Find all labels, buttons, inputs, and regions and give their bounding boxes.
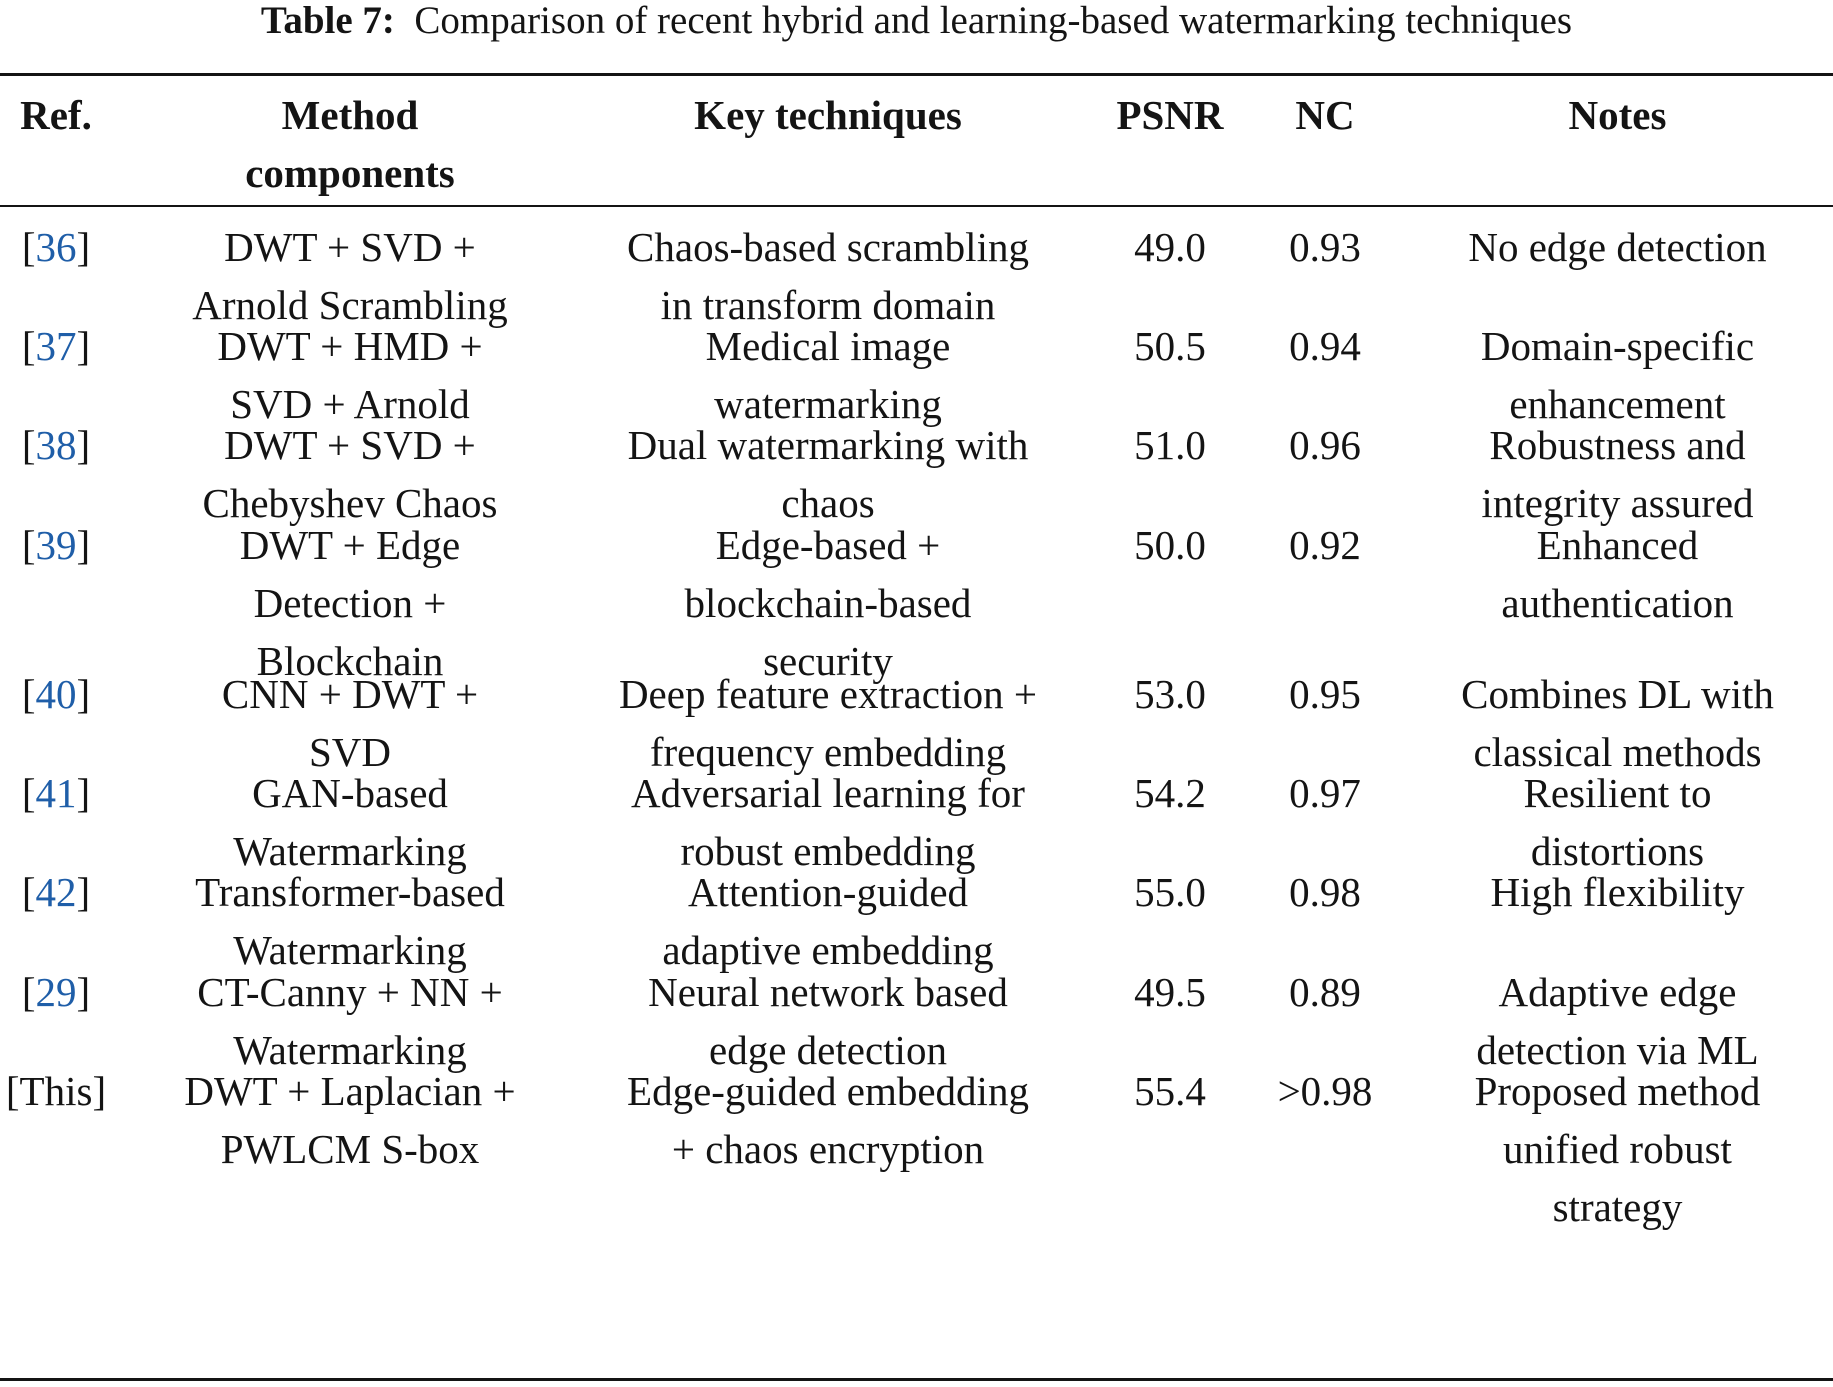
cell-line: Proposed method	[1474, 1068, 1761, 1114]
cell-ref	[0, 665, 112, 723]
cell-value: 0.95	[1289, 671, 1361, 717]
header-key	[578, 86, 1078, 144]
cell-line: Blockchain	[256, 638, 444, 684]
header-method	[150, 86, 550, 202]
cell-line: in transform domain	[660, 282, 996, 328]
cell-ref	[0, 317, 112, 375]
cell-nc	[1255, 218, 1395, 276]
ref-citation[interactable]: [39]	[21, 522, 91, 568]
ref-number[interactable]: 40	[35, 671, 77, 717]
cell-line: chaos	[781, 480, 875, 526]
cell-value: >0.98	[1277, 1068, 1373, 1114]
ref-citation[interactable]: [36]	[21, 224, 91, 270]
ref-number: This	[19, 1068, 93, 1114]
cell-line: Resilient to	[1523, 770, 1712, 816]
cell-ref	[0, 963, 112, 1021]
cell-nc	[1255, 516, 1395, 574]
cell-line: unified robust	[1503, 1126, 1732, 1172]
cell-line: DWT + SVD +	[224, 422, 476, 468]
ref-citation[interactable]: [37]	[21, 323, 91, 369]
header-psnr	[1100, 86, 1240, 144]
top-rule	[0, 73, 1833, 76]
cell-notes	[1415, 863, 1820, 921]
cell-psnr	[1100, 665, 1240, 723]
caption-label: Table 7:	[260, 0, 395, 42]
cell-line: CNN + DWT +	[221, 671, 479, 717]
cell-value: 0.97	[1289, 770, 1361, 816]
cell-line: DWT + Laplacian +	[184, 1068, 516, 1114]
cell-value: 55.0	[1134, 869, 1206, 915]
cell-line: Transformer-based	[195, 869, 505, 915]
cell-line: adaptive embedding	[662, 927, 994, 973]
cell-ref	[0, 764, 112, 822]
ref-citation[interactable]: [29]	[21, 969, 91, 1015]
cell-value: 51.0	[1134, 422, 1206, 468]
cell-method	[150, 1062, 550, 1178]
ref-citation: [This]	[5, 1068, 107, 1114]
ref-number[interactable]: 36	[35, 224, 77, 270]
cell-line: DWT + SVD +	[224, 224, 476, 270]
cell-method	[150, 863, 550, 979]
cell-line: DWT + HMD +	[217, 323, 483, 369]
header-nc-text: NC	[1295, 92, 1355, 138]
cell-method	[150, 416, 550, 532]
table-caption	[0, 0, 1833, 42]
cell-line: distortions	[1530, 828, 1705, 874]
cell-key	[578, 863, 1078, 979]
caption-text: Comparison of recent hybrid and learning-based watermarking techniques	[414, 0, 1573, 42]
cell-line: watermarking	[714, 381, 942, 427]
header-key-text: Key techniques	[694, 92, 962, 138]
ref-citation[interactable]: [41]	[21, 770, 91, 816]
cell-line: Enhanced	[1536, 522, 1699, 568]
cell-line: classical methods	[1473, 729, 1762, 775]
cell-line: Chaos-based scrambling	[627, 224, 1029, 270]
cell-line: DWT + Edge	[239, 522, 461, 568]
bottom-rule	[0, 1378, 1833, 1381]
cell-psnr	[1100, 516, 1240, 574]
cell-line: Detection +	[253, 580, 447, 626]
cell-value: 0.96	[1289, 422, 1361, 468]
ref-citation[interactable]: [40]	[21, 671, 91, 717]
cell-value: 55.4	[1134, 1068, 1206, 1114]
cell-line: Arnold Scrambling	[192, 282, 508, 328]
cell-line: enhancement	[1509, 381, 1726, 427]
cell-line: frequency embedding	[649, 729, 1007, 775]
cell-psnr	[1100, 764, 1240, 822]
cell-line: Adversarial learning for	[631, 770, 1025, 816]
cell-key	[578, 416, 1078, 532]
cell-psnr	[1100, 218, 1240, 276]
cell-value: 50.0	[1134, 522, 1206, 568]
cell-line: Watermarking	[233, 828, 467, 874]
cell-line: Attention-guided	[687, 869, 969, 915]
cell-notes	[1415, 218, 1820, 276]
cell-nc	[1255, 317, 1395, 375]
header-notes	[1415, 86, 1820, 144]
cell-psnr	[1100, 317, 1240, 375]
header-nc	[1255, 86, 1395, 144]
cell-ref	[0, 416, 112, 474]
cell-ref	[0, 516, 112, 574]
cell-nc	[1255, 863, 1395, 921]
cell-line: Domain-specific	[1480, 323, 1755, 369]
ref-citation[interactable]: [42]	[21, 869, 91, 915]
cell-line: SVD	[308, 729, 392, 775]
cell-line: security	[763, 638, 893, 684]
cell-value: 0.93	[1289, 224, 1361, 270]
cell-key	[578, 1062, 1078, 1178]
cell-notes	[1415, 516, 1820, 632]
cell-line: Watermarking	[233, 1027, 467, 1073]
cell-value: 0.89	[1289, 969, 1361, 1015]
cell-value: 53.0	[1134, 671, 1206, 717]
header-notes-text: Notes	[1568, 92, 1667, 138]
ref-citation[interactable]: [38]	[21, 422, 91, 468]
cell-value: 49.5	[1134, 969, 1206, 1015]
header-ref-text: Ref.	[20, 92, 92, 138]
cell-line: strategy	[1552, 1184, 1683, 1230]
cell-notes	[1415, 1062, 1820, 1236]
cell-notes	[1415, 416, 1820, 532]
cell-line: High flexibility	[1490, 869, 1745, 915]
cell-line: detection via ML	[1476, 1027, 1759, 1073]
cell-line: Medical image	[705, 323, 951, 369]
ref-number[interactable]: 37	[35, 323, 77, 369]
cell-nc	[1255, 665, 1395, 723]
cell-method	[150, 516, 550, 690]
cell-line: No edge detection	[1468, 224, 1767, 270]
ref-number[interactable]: 38	[35, 422, 77, 468]
cell-line: SVD + Arnold	[230, 381, 470, 427]
cell-line: authentication	[1501, 580, 1734, 626]
cell-key	[578, 516, 1078, 690]
cell-line: Robustness and	[1489, 422, 1746, 468]
cell-line: GAN-based	[252, 770, 448, 816]
cell-line: robust embedding	[680, 828, 976, 874]
header-method-line: components	[245, 150, 455, 196]
cell-nc	[1255, 963, 1395, 1021]
cell-line: blockchain-based	[684, 580, 972, 626]
cell-line: integrity assured	[1481, 480, 1754, 526]
cell-nc	[1255, 416, 1395, 474]
cell-psnr	[1100, 416, 1240, 474]
ref-number[interactable]: 41	[35, 770, 77, 816]
cell-psnr	[1100, 863, 1240, 921]
cell-line: Deep feature extraction +	[618, 671, 1038, 717]
cell-ref	[0, 863, 112, 921]
cell-value: 50.5	[1134, 323, 1206, 369]
cell-line: PWLCM S-box	[220, 1126, 480, 1172]
cell-line: CT-Canny + NN +	[197, 969, 503, 1015]
cell-line: Watermarking	[233, 927, 467, 973]
cell-line: + chaos encryption	[671, 1126, 985, 1172]
cell-value: 49.0	[1134, 224, 1206, 270]
cell-value: 0.94	[1289, 323, 1361, 369]
cell-line: Chebyshev Chaos	[202, 480, 498, 526]
cell-value: 54.2	[1134, 770, 1206, 816]
cell-value: 0.98	[1289, 869, 1361, 915]
cell-line: Edge-based +	[715, 522, 941, 568]
cell-value: 0.92	[1289, 522, 1361, 568]
cell-psnr	[1100, 963, 1240, 1021]
header-rule	[0, 205, 1833, 207]
ref-number[interactable]: 42	[35, 869, 77, 915]
ref-number[interactable]: 29	[35, 969, 77, 1015]
ref-number[interactable]: 39	[35, 522, 77, 568]
cell-nc	[1255, 1062, 1395, 1120]
header-method-line: Method	[281, 92, 419, 138]
cell-line: Neural network based	[648, 969, 1008, 1015]
cell-line: Adaptive edge	[1498, 969, 1737, 1015]
cell-ref	[0, 1062, 112, 1120]
header-ref	[0, 86, 112, 144]
header-psnr-text: PSNR	[1116, 92, 1224, 138]
cell-line: Edge-guided embedding	[627, 1068, 1029, 1114]
cell-nc	[1255, 764, 1395, 822]
cell-line: edge detection	[709, 1027, 947, 1073]
cell-line: Dual watermarking with	[627, 422, 1029, 468]
cell-ref	[0, 218, 112, 276]
cell-psnr	[1100, 1062, 1240, 1120]
cell-line: Combines DL with	[1461, 671, 1774, 717]
